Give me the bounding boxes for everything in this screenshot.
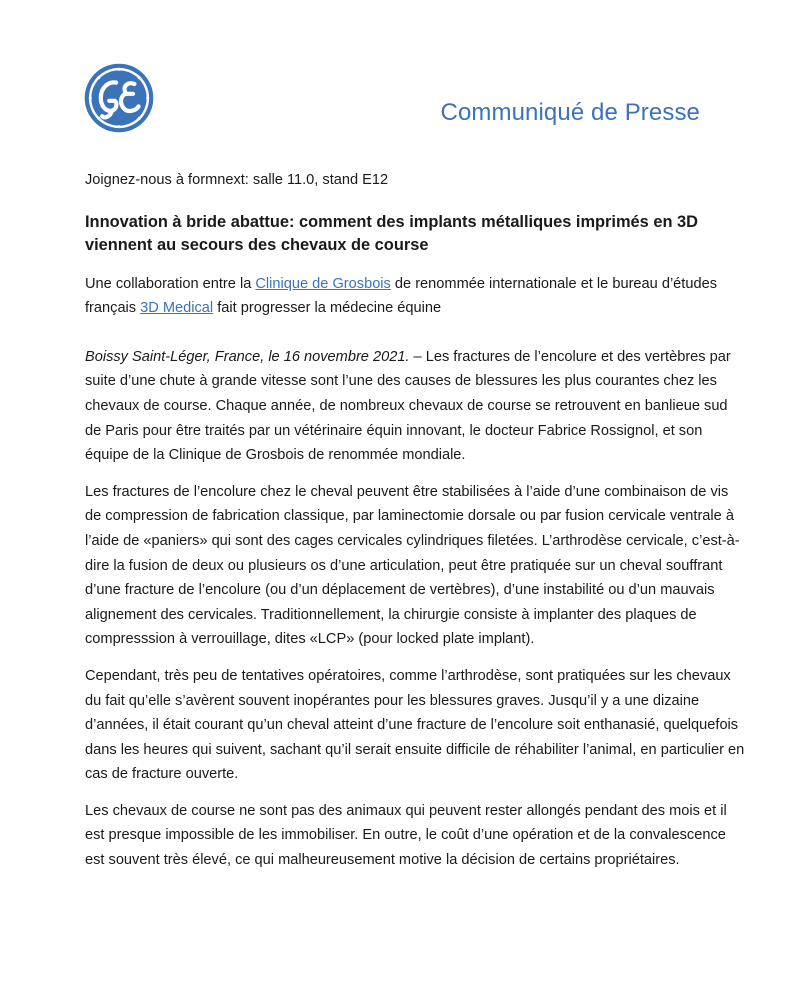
dateline-text: – Les fractures de l’encolure et des vertèbres par suite d’une chute à grande vitesse sont l’une des causes de blessures les plus courantes chez les chevaux de course. Chaque année, de nombreux chevaux de course se retrouvent en banlieue sud de Paris pour être traités par un vétérinaire équin innovant, le docteur Fabrice Rossignol, et son équipe de la Clinique de Grosbois de renommée mondiale.: [85, 348, 731, 464]
subheading-text-3: fait progresser la médecine équine: [213, 300, 442, 317]
subheading-text-1: Une collaboration entre la: [85, 275, 256, 292]
ge-logo: [84, 63, 154, 133]
headline: Innovation à bride abattue: comment des implants métalliques imprimés en 3D viennent au secours des chevaux de course: [85, 212, 698, 254]
subheading: [85, 272, 745, 321]
body-paragraph-2: Cependant, très peu de tentatives opératoires, comme l’arthrodèse, sont pratiquées sur les chevaux du fait qu’elle s’avèrent souvent inopérantes pour les blessures graves. Jusqu’il y a une dizaine d’années, il était courant qu’un cheval atteint d’une fracture de l’encolure soit enthanasié, quelquefois dans les heures qui suivent, sachant qu’il serait ensuite difficile de réhabiliter l’animal, en particulier en cas de fracture ouverte.: [85, 667, 745, 783]
body-paragraph-3: Les chevaux de course ne sont pas des animaux qui peuvent rester allongés pendant des mois et il est presque impossible de les immobiliser. En outre, le coût d’une opération et de la convalescence est souvent très élevé, ce qui malheureusement motive la décision de certains propriétaires.: [85, 802, 727, 869]
body-paragraph-1: Les fractures de l’encolure chez le cheval peuvent être stabilisées à l’aide d’une combinaison de vis de compression de fabrication classique, par laminectomie dorsale ou par fusion cervicale ventrale à l’aide de «paniers» qui sont des cages cervicales cylindriques filetées. L’arthrodèse cervicale, c’est-à-dire la fusion de deux ou plusieurs os d’une articulation, peut être pratiquée sur un cheval souffrant d’une fracture de l’encolure (ou d’un déplacement de vertèbres), d’une instabilité ou d’un mauvais alignement des cervicales. Traditionnellement, la chirurgie consiste à implanter des plaques de compresssion à verrouillage, dites «LCP» (pour locked plate implant).: [85, 483, 740, 648]
document-type-title: Communiqué de Presse: [440, 99, 700, 126]
dateline-paragraph: [85, 345, 745, 468]
press-release-body: [85, 168, 745, 885]
clinique-de-grosbois-link[interactable]: Clinique de Grosbois: [255, 275, 391, 292]
subheading-text-2: de renommée internationale et le bureau d’études français: [85, 275, 718, 317]
3d-medical-link[interactable]: 3D Medical: [140, 300, 214, 317]
event-line: Joignez-nous à formnext: salle 11.0, stand E12: [85, 172, 389, 188]
dateline: Boissy Saint-Léger, France, le 16 novembre 2021.: [85, 348, 410, 365]
